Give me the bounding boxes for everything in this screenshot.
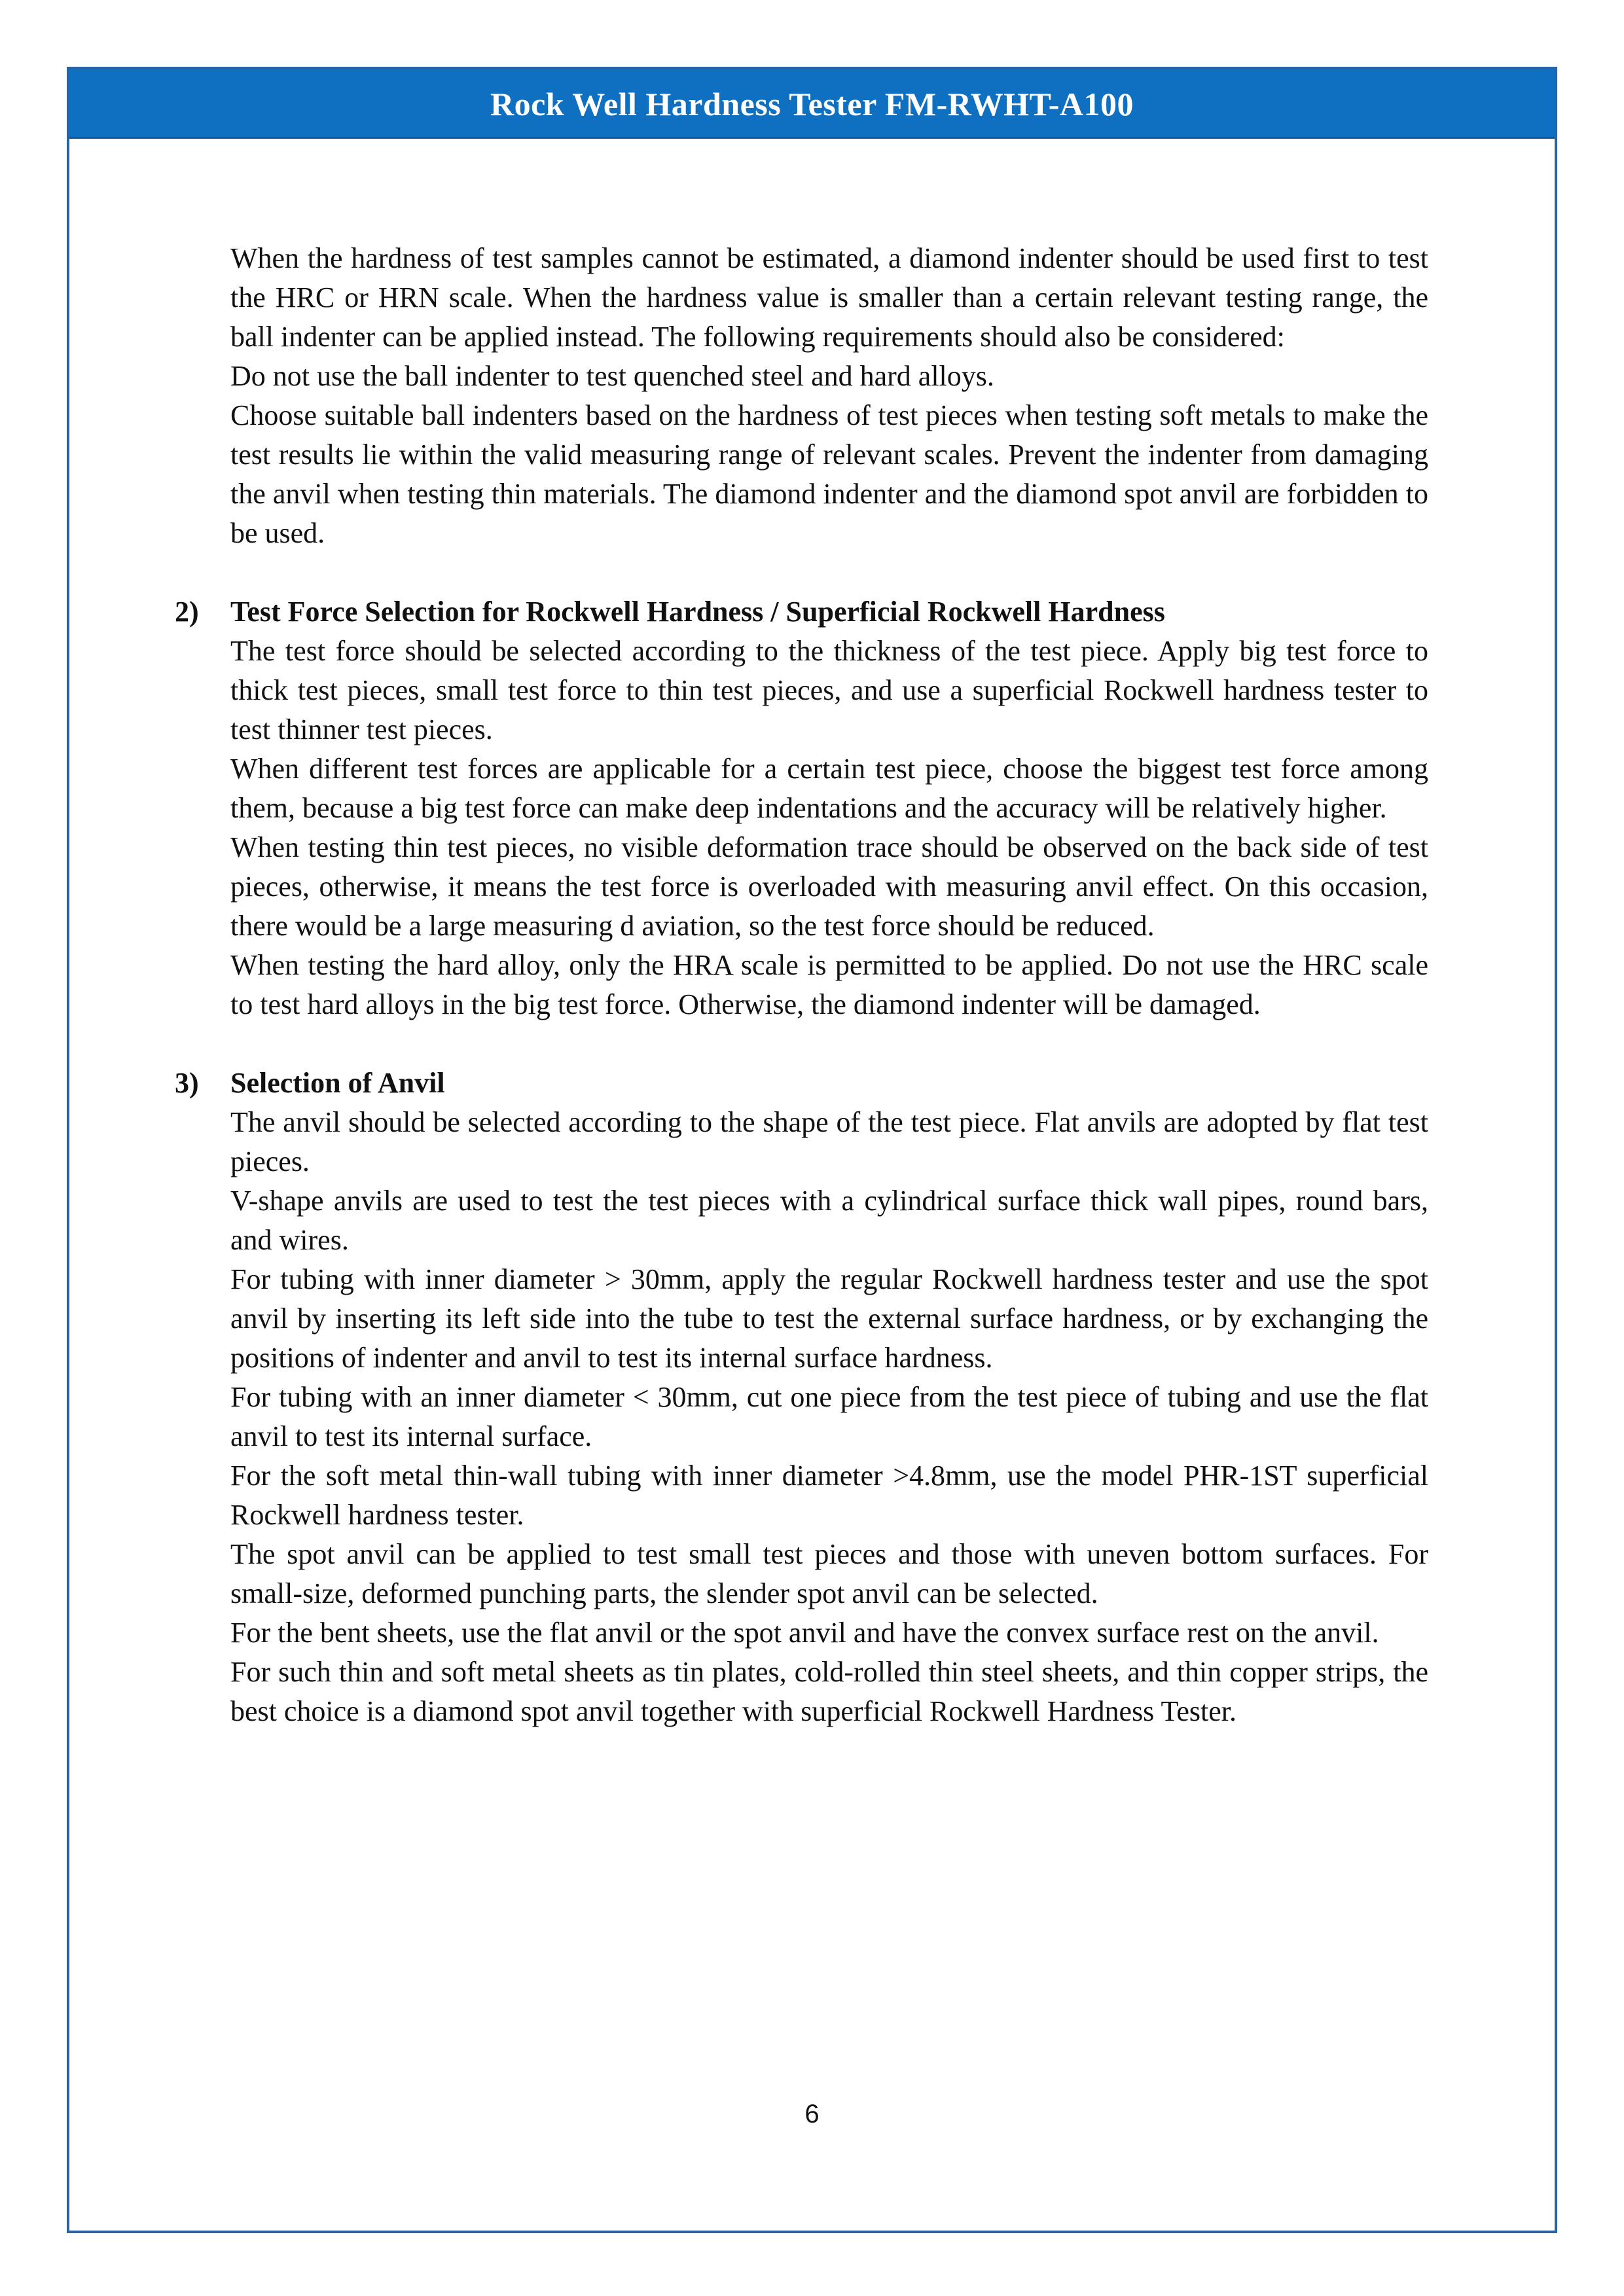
section-heading bbox=[175, 1064, 1428, 1103]
page-number: 6 bbox=[804, 2100, 820, 2128]
section-anvil bbox=[175, 1064, 1428, 1731]
section-title: Test Force Selection for Rockwell Hardness / Superficial Rockwell Hardness bbox=[230, 596, 1165, 628]
section-test-force bbox=[175, 592, 1428, 1024]
section-paragraph: For the soft metal thin-wall tubing with inner diameter >4.8mm, use the model PHR-1ST superficial Rockwell hardness tester. bbox=[230, 1460, 1428, 1531]
section-number: 3) bbox=[175, 1067, 199, 1099]
section-paragraph: For the bent sheets, use the flat anvil or the spot anvil and have the convex surface rest on the anvil. bbox=[230, 1617, 1379, 1649]
section-heading bbox=[175, 592, 1428, 632]
section-paragraph: The anvil should be selected according to the shape of the test piece. Flat anvils are adopted by flat test pieces. bbox=[230, 1106, 1428, 1177]
section-paragraph: For tubing with inner diameter > 30mm, apply the regular Rockwell hardness tester and use the spot anvil by inserting its left side into the tube to test the external surface hardness, or by exchanging the positions of indenter and anvil to test its internal surface hardness. bbox=[230, 1263, 1428, 1374]
section-paragraph: The spot anvil can be applied to test small test pieces and those with uneven bottom surfaces. For small-size, deformed punching parts, the slender spot anvil can be selected. bbox=[230, 1538, 1428, 1609]
intro-paragraph: When the hardness of test samples cannot be estimated, a diamond indenter should be used first to test the HRC or HRN scale. When the hardness value is smaller than a certain relevant testing range, the ball indenter can be applied instead. The following requirements should also be considered: bbox=[230, 242, 1428, 353]
intro-block bbox=[230, 239, 1428, 553]
section-paragraph: When testing the hard alloy, only the HRA scale is permitted to be applied. Do not use the HRC scale to test hard alloys in the big test force. Otherwise, the diamond indenter will be damaged. bbox=[230, 949, 1428, 1020]
intro-paragraph: Choose suitable ball indenters based on the hardness of test pieces when testing soft metals to make the test results lie within the valid measuring range of relevant scales. Prevent the indenter from damaging the anvil when testing thin materials. The diamond indenter and the diamond spot anvil are forbidden to be used. bbox=[230, 399, 1428, 549]
section-number: 2) bbox=[175, 596, 199, 628]
header-bar bbox=[69, 69, 1555, 139]
intro-paragraph: Do not use the ball indenter to test quenched steel and hard alloys. bbox=[230, 360, 994, 392]
section-paragraph: V-shape anvils are used to test the test pieces with a cylindrical surface thick wall pipes, round bars, and wires. bbox=[230, 1185, 1428, 1256]
section-paragraph: The test force should be selected according to the thickness of the test piece. Apply big test force to thick test pieces, small test force to thin test pieces, and use a superficial Rockwell hardness tester to test thinner test pieces. bbox=[230, 635, 1428, 745]
page-content bbox=[175, 239, 1428, 1731]
document-title: Rock Well Hardness Tester FM-RWHT-A100 bbox=[490, 85, 1134, 122]
section-paragraph: When different test forces are applicable for a certain test piece, choose the biggest test force among them, because a big test force can make deep indentations and the accuracy will be relatively higher. bbox=[230, 753, 1428, 824]
section-title: Selection of Anvil bbox=[230, 1067, 445, 1099]
section-paragraph: For such thin and soft metal sheets as tin plates, cold-rolled thin steel sheets, and thin copper strips, the best choice is a diamond spot anvil together with superficial Rockwell Hardness Tester. bbox=[230, 1656, 1428, 1727]
section-paragraph: When testing thin test pieces, no visible deformation trace should be observed on the back side of test pieces, otherwise, it means the test force is overloaded with measuring anvil effect. On this occasion, there would be a large measuring d aviation, so the test force should be reduced. bbox=[230, 831, 1428, 942]
section-paragraph: For tubing with an inner diameter < 30mm, cut one piece from the test piece of tubing and use the flat anvil to test its internal surface. bbox=[230, 1381, 1428, 1452]
